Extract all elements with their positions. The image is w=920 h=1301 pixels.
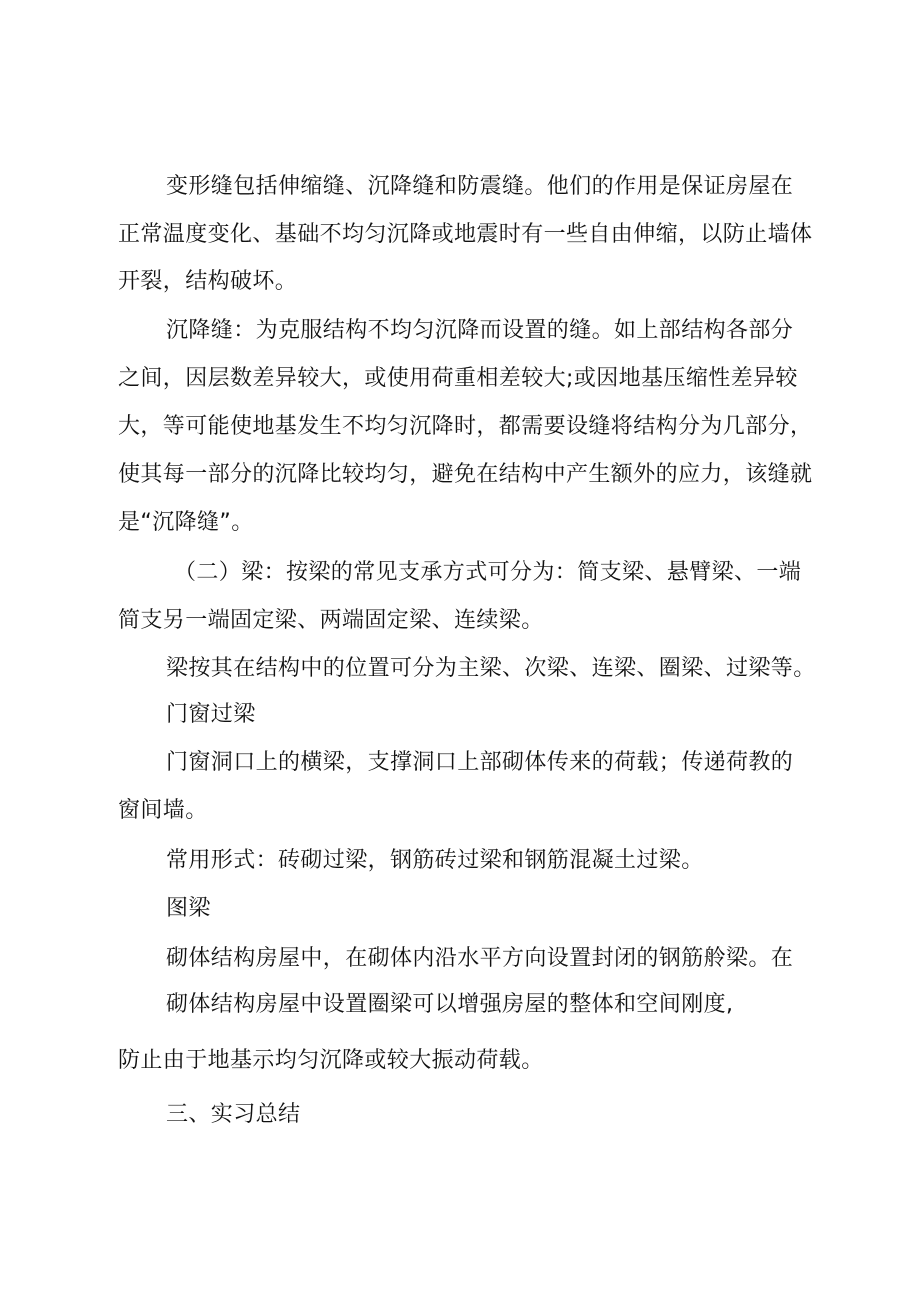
paragraph-line: 窗间墙。 — [118, 798, 208, 823]
paragraph-line: 简支另一端固定梁、两端固定梁、连续梁。 — [118, 608, 544, 633]
paragraph-line: 之间，因层数差异较大，或使用荷重相差较大;或因地基压缩性差异较 — [118, 366, 798, 391]
paragraph-line: 常用形式：砖砌过梁，钢筋砖过梁和钢筋混凝土过梁。 — [166, 848, 704, 873]
paragraph-line: 沉降缝：为克服结构不均匀沉降而设置的缝。如上部结构各部分 — [166, 318, 794, 343]
paragraph-line: 梁按其在结构中的位置可分为主梁、次梁、连梁、圈梁、过梁等。 — [166, 656, 816, 681]
section-heading: 门窗过梁 — [166, 702, 256, 727]
paragraph-line: 正常温度变化、基础不均匀沉降或地震时有一些自由伸缩，以防止墙体 — [118, 222, 813, 247]
paragraph-line: 门窗洞口上的横梁，支撑洞口上部砌体传来的荷载；传递荷教的 — [166, 750, 794, 775]
paragraph-line: 砌体结构房屋中，在砌体内沿水平方向设置封闭的钢筋舲梁。在 — [166, 946, 794, 971]
paragraph-line: 大，等可能使地基发生不均匀沉降时，都需要设缝将结构分为几部分， — [118, 414, 813, 439]
paragraph-line: （二）梁：按梁的常见支承方式可分为：简支梁、悬臂梁、一端 — [174, 560, 802, 585]
paragraph-line: 变形缝包括伸缩缝、沉降缝和防震缝。他们的作用是保证房屋在 — [166, 174, 794, 199]
paragraph-line: 是“沉降缝”。 — [118, 510, 254, 535]
paragraph-line: 防止由于地基示均匀沉降或较大振动荷载。 — [118, 1048, 544, 1073]
section-heading: 三、实习总结 — [166, 1102, 301, 1127]
paragraph-line: 使其每一部分的沉降比较均匀，避免在结构中产生额外的应力，该缝就 — [118, 462, 813, 487]
paragraph-line: 砌体结构房屋中设置圈梁可以增强房屋的整体和空间刚度, — [166, 992, 734, 1017]
section-heading: 图梁 — [166, 896, 211, 921]
paragraph-line: 开裂，结构破坏。 — [118, 269, 298, 294]
